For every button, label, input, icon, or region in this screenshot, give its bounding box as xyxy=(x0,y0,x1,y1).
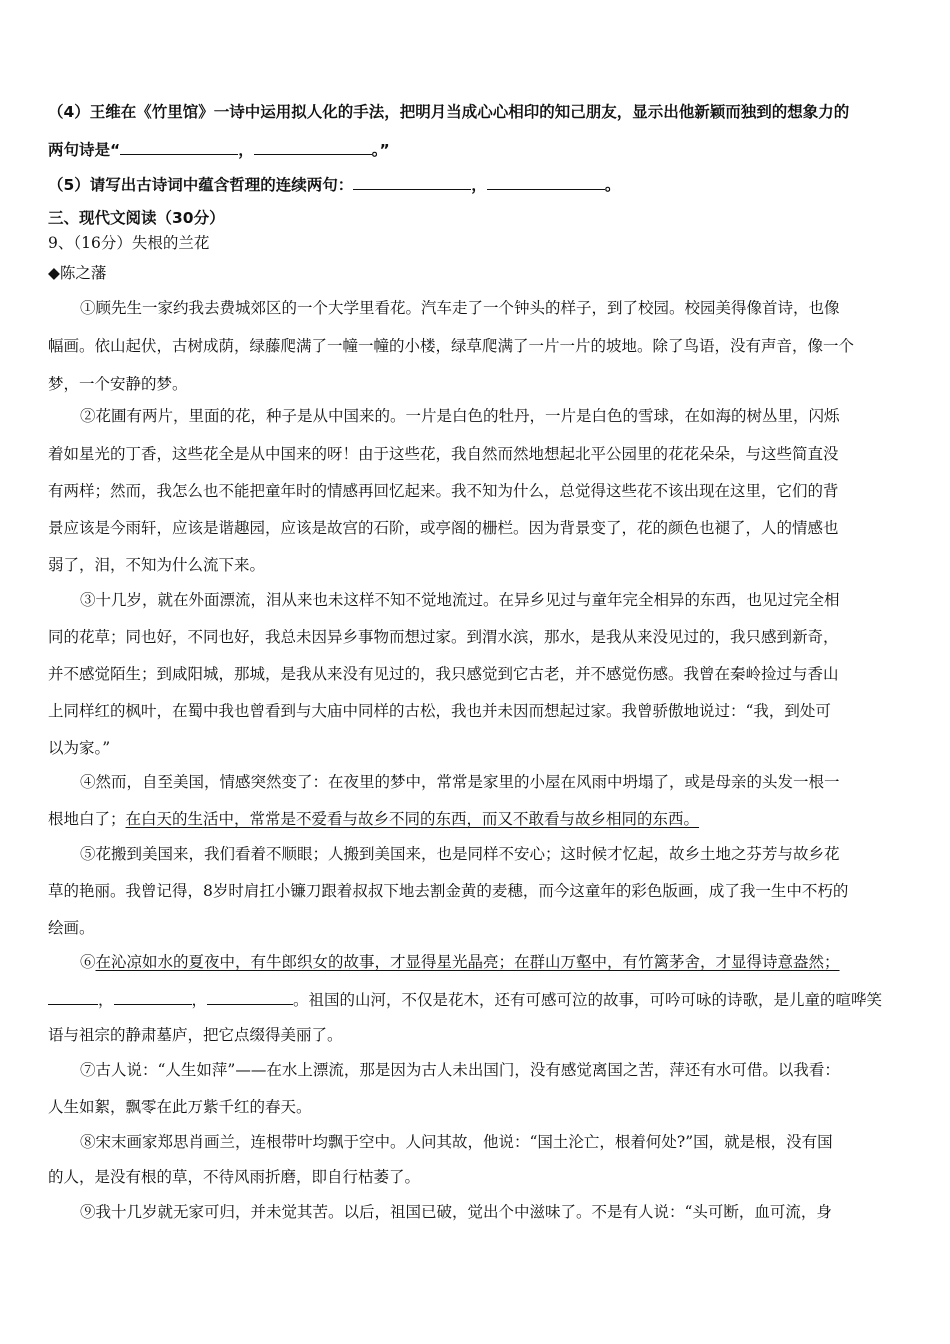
paragraph-4-text: 根地白了； xyxy=(48,810,126,828)
q5-suffix: 。 xyxy=(604,176,621,194)
paragraph-6-line: 语与祖宗的静肃墓庐，把它点缀得美丽了。 xyxy=(48,1026,343,1044)
paragraph-1-line: 幅画。依山起伏，古树成荫，绿藤爬满了一幢一幢的小楼，绿草爬满了一片一片的坡地。除了鸟语，没有声音，像一个 xyxy=(48,337,855,355)
answer-blank-2[interactable] xyxy=(254,140,372,155)
q5-comma: ， xyxy=(471,176,487,194)
paragraph-2-line: 着如星光的丁香，这些花全是从中国来的呀！由于这些花，我自然而然地想起北平公园里的花花朵朵，与这些简直没 xyxy=(48,445,839,463)
underlined-sentence: 在白天的生活中，常常是不爱看与故乡不同的东西，而又不敢看与故乡相同的东西。 xyxy=(125,810,700,828)
paragraph-3-line: 上同样红的枫叶，在蜀中我也曾看到与大庙中同样的古松，我也并未因而想起过家。我曾骄傲地说过：“我，到处可 xyxy=(48,702,831,720)
paragraph-5-line: 草的艳丽。我曾记得，8岁时肩扛小镰刀跟着叔叔下地去割金黄的麦穗，而今这童年的彩色版画，成了我一生中不朽的 xyxy=(48,882,849,900)
paragraph-2-line: 有两样；然而，我怎么也不能把童年时的情感再回忆起来。我不知为什么，总觉得这些花不该出现在这里，它们的背 xyxy=(48,482,839,500)
answer-blank-7[interactable] xyxy=(207,990,293,1005)
q4-comma: ， xyxy=(238,141,254,159)
answer-blank-3[interactable] xyxy=(353,175,471,190)
paragraph-8-line: ⑧宋末画家郑思肖画兰，连根带叶均飘于空中。人问其故，他说：“国土沦亡，根着何处?”国，就是根，没有国 xyxy=(80,1133,833,1151)
answer-blank-6[interactable] xyxy=(114,990,192,1005)
paragraph-4-line: ④然而，自至美国，情感突然变了：在夜里的梦中，常常是家里的小屋在风雨中坍塌了，或是母亲的头发一根一 xyxy=(80,773,840,791)
paragraph-1-line: 梦，一个安静的梦。 xyxy=(48,375,188,393)
underlined-sentence: 在沁凉如水的夏夜中，有牛郎织女的故事，才显得星光晶亮；在群山万壑中，有竹篱茅舍，才显得诗意盎然； xyxy=(95,953,840,971)
q4-line2 xyxy=(48,139,908,161)
paragraph-1-line: ①顾先生一家约我去费城郊区的一个大学里看花。汽车走了一个钟头的样子，到了校园。校园美得像首诗，也像 xyxy=(80,299,840,317)
answer-blank-5[interactable] xyxy=(48,990,98,1005)
paragraph-6-line xyxy=(80,951,908,973)
q4-prefix: 两句诗是“ xyxy=(48,141,121,159)
question-title: 9、（16分）失根的兰花 xyxy=(48,234,210,252)
blank-separator: ， xyxy=(191,991,208,1009)
paragraph-3-line: 以为家。” xyxy=(48,739,111,757)
paragraph-3-line: ③十几岁，就在外面漂流，泪从来也未这样不知不觉地流过。在异乡见过与童年完全相异的东西，也见过完全相 xyxy=(80,591,840,609)
author-line: ◆陈之藩 xyxy=(48,264,107,282)
paragraph-4-line xyxy=(48,808,908,830)
answer-blank-4[interactable] xyxy=(487,175,605,190)
paragraph-6-line xyxy=(48,989,908,1011)
paragraph-2-line: ②花圃有两片，里面的花，种子是从中国来的。一片是白色的牡丹，一片是白色的雪球，在如海的树丛里，闪烁 xyxy=(80,407,840,425)
q4-line1: （4）王维在《竹里馆》一诗中运用拟人化的手法，把明月当成心心相印的知己朋友，显示出他新颖而独到的想象力的 xyxy=(48,103,850,121)
paragraph-3-line: 并不感觉陌生；到咸阳城，那城，是我从来没有见过的，我只感觉到它古老，并不感觉伤感。我曾在秦岭捡过与香山 xyxy=(48,665,839,683)
answer-blank-1[interactable] xyxy=(120,140,238,155)
blank-separator: ， xyxy=(98,991,114,1009)
paragraph-6-marker: ⑥ xyxy=(80,953,96,971)
paragraph-9-line: ⑨我十几岁就无家可归，并未觉其苦。以后，祖国已破，觉出个中滋味了。不是有人说：“头可断，血可流，身 xyxy=(80,1203,832,1221)
paragraph-2-line: 景应该是今雨轩，应该是谐趣园，应该是故宫的石阶，或亭阁的栅栏。因为背景变了，花的颜色也褪了，人的情感也 xyxy=(48,519,839,537)
paragraph-3-line: 同的花草；同也好，不同也好，我总未因异乡事物而想过家。到渭水滨，那水，是我从来没见过的，我只感到新奇， xyxy=(48,628,839,646)
paragraph-6-text: 。祖国的山河，不仅是花木，还有可感可泣的故事，可吟可咏的诗歌，是儿童的喧哗笑 xyxy=(293,991,883,1009)
q5-prefix: （5）请写出古诗词中蕴含哲理的连续两句： xyxy=(48,176,354,194)
q5-line xyxy=(48,174,908,196)
paragraph-2-line: 弱了，泪，不知为什么流下来。 xyxy=(48,556,266,574)
paragraph-5-line: ⑤花搬到美国来，我们看着不顺眼；人搬到美国来，也是同样不安心；这时候才忆起，故乡土地之芬芳与故乡花 xyxy=(80,845,840,863)
section-heading: 三、现代文阅读（30分） xyxy=(48,209,225,227)
paragraph-5-line: 绘画。 xyxy=(48,919,95,937)
paragraph-7-line: ⑦古人说：“人生如萍”——在水上漂流，那是因为古人未出国门，没有感觉离国之苦，萍还有水可借。以我看： xyxy=(80,1061,840,1079)
q4-suffix: 。” xyxy=(371,141,390,159)
paragraph-8-line: 的人，是没有根的草，不待风雨折磨，即自行枯萎了。 xyxy=(48,1168,421,1186)
paragraph-7-line: 人生如絮，飘零在此万紫千红的春天。 xyxy=(48,1098,312,1116)
